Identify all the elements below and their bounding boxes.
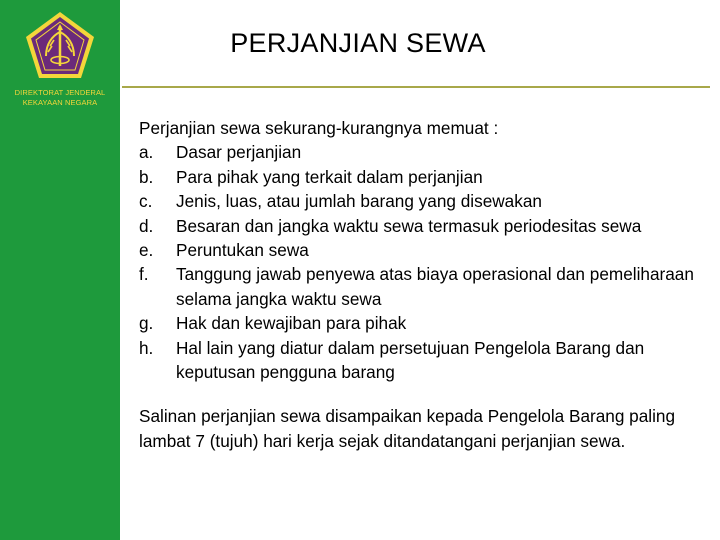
list-item-text: Jenis, luas, atau jumlah barang yang disewakan <box>176 191 542 212</box>
list-item-text: Tanggung jawab penyewa atas biaya operasional dan pemeliharaan selama jangka waktu sewa <box>176 264 694 309</box>
intro-text: Perjanjian sewa sekurang-kurangnya memuat : <box>139 118 499 138</box>
list-item-text: Dasar perjanjian <box>176 142 302 163</box>
title-divider <box>122 86 710 88</box>
list-marker: b. <box>139 166 154 187</box>
list-marker: e. <box>139 240 154 261</box>
list-item-text: Peruntukan sewa <box>176 240 309 261</box>
list-item <box>139 238 709 262</box>
list-item <box>139 189 709 213</box>
organization-name-line1: DIREKTORAT JENDERAL <box>14 88 106 97</box>
organization-name <box>2 88 118 108</box>
ministry-emblem-icon <box>24 10 96 82</box>
slide-title: PERJANJIAN SEWA <box>230 28 486 58</box>
list-item-text: Besaran dan jangka waktu sewa termasuk periodesitas sewa <box>176 215 642 236</box>
closing-text: Salinan perjanjian sewa disampaikan kepada Pengelola Barang paling lambat 7 (tujuh) hari kerja sejak ditandatangani perjanjian sewa. <box>139 406 676 451</box>
list-item-text: Hal lain yang diatur dalam persetujuan Pengelola Barang dan keputusan pengguna barang <box>176 337 645 383</box>
slide-content <box>139 116 709 453</box>
organization-name-line2: KEKAYAAN NEGARA <box>22 98 98 107</box>
list-item-text: Para pihak yang terkait dalam perjanjian <box>176 166 483 187</box>
list-marker: g. <box>139 313 154 334</box>
list-marker: c. <box>139 191 153 212</box>
list-marker: f. <box>139 264 149 285</box>
list-marker: a. <box>139 142 154 163</box>
list-item <box>139 165 709 189</box>
sidebar <box>0 0 120 540</box>
list-item <box>139 311 709 335</box>
list-item <box>139 262 709 311</box>
list-item <box>139 214 709 238</box>
requirements-list <box>139 140 709 384</box>
list-marker: d. <box>139 215 154 236</box>
list-item <box>139 336 709 385</box>
list-item <box>139 140 709 164</box>
list-marker: h. <box>139 337 154 358</box>
list-item-text: Hak dan kewajiban para pihak <box>176 313 407 334</box>
